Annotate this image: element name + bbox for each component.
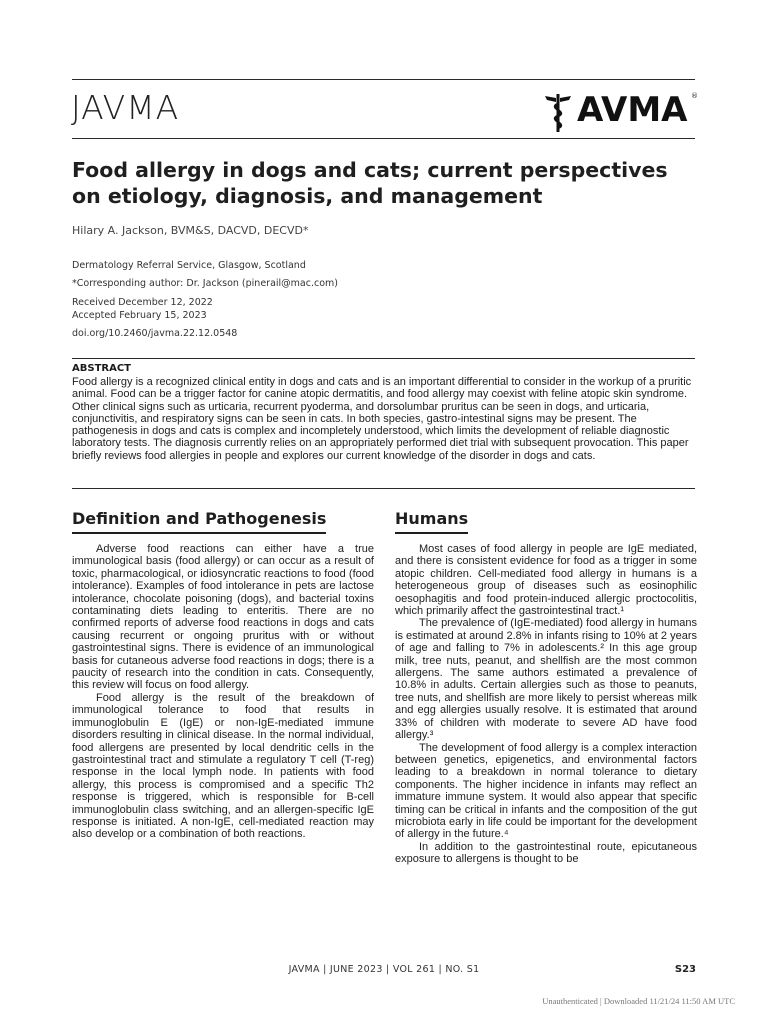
- paragraph: Food allergy is the result of the breakdown of immunological tolerance to food that results in immunoglobulin E (IgE) or non-IgE-mediated immune disorders resulting in clinical disease. In the normal individual, food allergens are presented by local dendritic cells in the gastrointestinal tract and stimulate a regulatory T cell (T-reg) response in the local lymph node. In patients with food allergy, this process is compromised and a specific Th2 response is triggered, which is responsible for B-cell immunoglobulin class switching, and an allergen-specific IgE response is initiated. A non-IgE, cell-mediated reaction may also develop or a combination of both reactions.: [72, 691, 374, 841]
- paragraph: Most cases of food allergy in people are IgE mediated, and there is consistent evidence for food as a trigger in some atopic children. Cell-mediated food allergy in humans is a heterogeneous group of diseases such as eosinophilic oesophagitis and food protein-induced allergic proctocolitis, which primarily affect the gastrointestinal tract.¹: [395, 543, 697, 618]
- author-line: Hilary A. Jackson, BVM&S, DACVD, DECVD*: [72, 224, 309, 237]
- right-column: [395, 508, 697, 866]
- download-note: Unauthenticated | Downloaded 11/21/24 11:50 AM UTC: [542, 996, 735, 1006]
- journal-name: JAVMA: [71, 88, 180, 127]
- paragraph: In addition to the gastrointestinal route, epicutaneous exposure to allergens is thought to be: [395, 840, 697, 866]
- avma-logo: [543, 92, 698, 134]
- received-date: Received December 12, 2022: [72, 297, 213, 308]
- abstract-top-rule: [72, 358, 695, 359]
- left-column-body: [72, 543, 374, 841]
- header-rule: [72, 138, 695, 139]
- abstract-bottom-rule: [72, 488, 695, 489]
- paragraph: The prevalence of (IgE-mediated) food allergy in humans is estimated at around 2.8% in infants rising to 10% at 2 years of age and falling to 7% in adolescents.² In this age group milk, tree nuts, peanut, and shellfish are the most common allergens. The same authors estimated a prevalence of 10.8% in adults. Certain allergies such as those to peanuts, tree nuts, and shellfish are more likely to persist whereas milk and egg allergies usually resolve. It is estimated that around 33% of children with moderate to severe AD have food allergy.³: [395, 617, 697, 742]
- left-column: [72, 508, 374, 841]
- paragraph: Adverse food reactions can either have a true immunological basis (food allergy) or can occur as a result of toxic, pharmacological, or idiosyncratic reactions to food (food intolerance). Examples of food intolerance in pets are lactose intolerance, chocolate poisoning (dogs), and bacterial toxins contaminating diets leading to enteritis. There are no confirmed reports of adverse food reactions in dogs and cats causing recurrent or ongoing pruritus with or without gastrointestinal signs. There is evidence of an immunological basis for cutaneous adverse food reactions in dogs; there is a paucity of research into the condition in cats. Consequently, this review will focus on food allergy.: [72, 543, 374, 692]
- avma-wordmark: AVMA: [577, 90, 688, 130]
- page-number: S23: [674, 964, 696, 975]
- right-column-body: [395, 543, 697, 866]
- section-heading-definition: Definition and Pathogenesis: [72, 508, 326, 534]
- footer-citation: JAVMA | JUNE 2023 | VOL 261 | NO. S1: [288, 964, 480, 975]
- accepted-date: Accepted February 15, 2023: [72, 310, 207, 321]
- registered-mark: ®: [691, 92, 698, 100]
- section-heading-humans: Humans: [395, 508, 468, 534]
- paragraph: The development of food allergy is a complex interaction between genetics, epigenetics, and environmental factors leading to a breakdown in normal tolerance to dietary components. The higher incidence in infants may reflect an immature immune system. It would also appear that specific timing can be critical in infants and the composition of the gut microbiota early in life could be important for the development of allergy in the future.⁴: [395, 741, 697, 841]
- corresponding-author: *Corresponding author: Dr. Jackson (pinerail@mac.com): [72, 278, 338, 289]
- top-rule: [72, 79, 695, 80]
- doi[interactable]: doi.org/10.2460/javma.22.12.0548: [72, 328, 238, 339]
- article-title: Food allergy in dogs and cats; current perspectives on etiology, diagnosis, and management: [72, 158, 668, 208]
- abstract-text: Food allergy is a recognized clinical entity in dogs and cats and is an important differential to consider in the workup of a pruritic animal. Food can be a trigger factor for canine atopic dermatitis, and food allergy may coexist with feline atopic skin syndrome. Other clinical signs such as urticaria, recurrent pyoderma, and dorsolumbar pruritus can be seen in dogs, and urticaria, conjunctivitis, and respiratory signs can be seen in cats. In both species, gastro-intestinal signs may be present. The pathogenesis in dogs and cats is complex and incompletely understood, which limits the development of reliable diagnostic laboratory tests. The diagnosis currently relies on an appropriately performed diet trial with subsequent provocation. This paper briefly reviews food allergies in people and explores our current knowledge of the disorder in dogs and cats.: [72, 376, 692, 462]
- caduceus-icon: [543, 92, 573, 134]
- affiliation: Dermatology Referral Service, Glasgow, Scotland: [72, 260, 306, 271]
- abstract-heading: ABSTRACT: [72, 363, 131, 374]
